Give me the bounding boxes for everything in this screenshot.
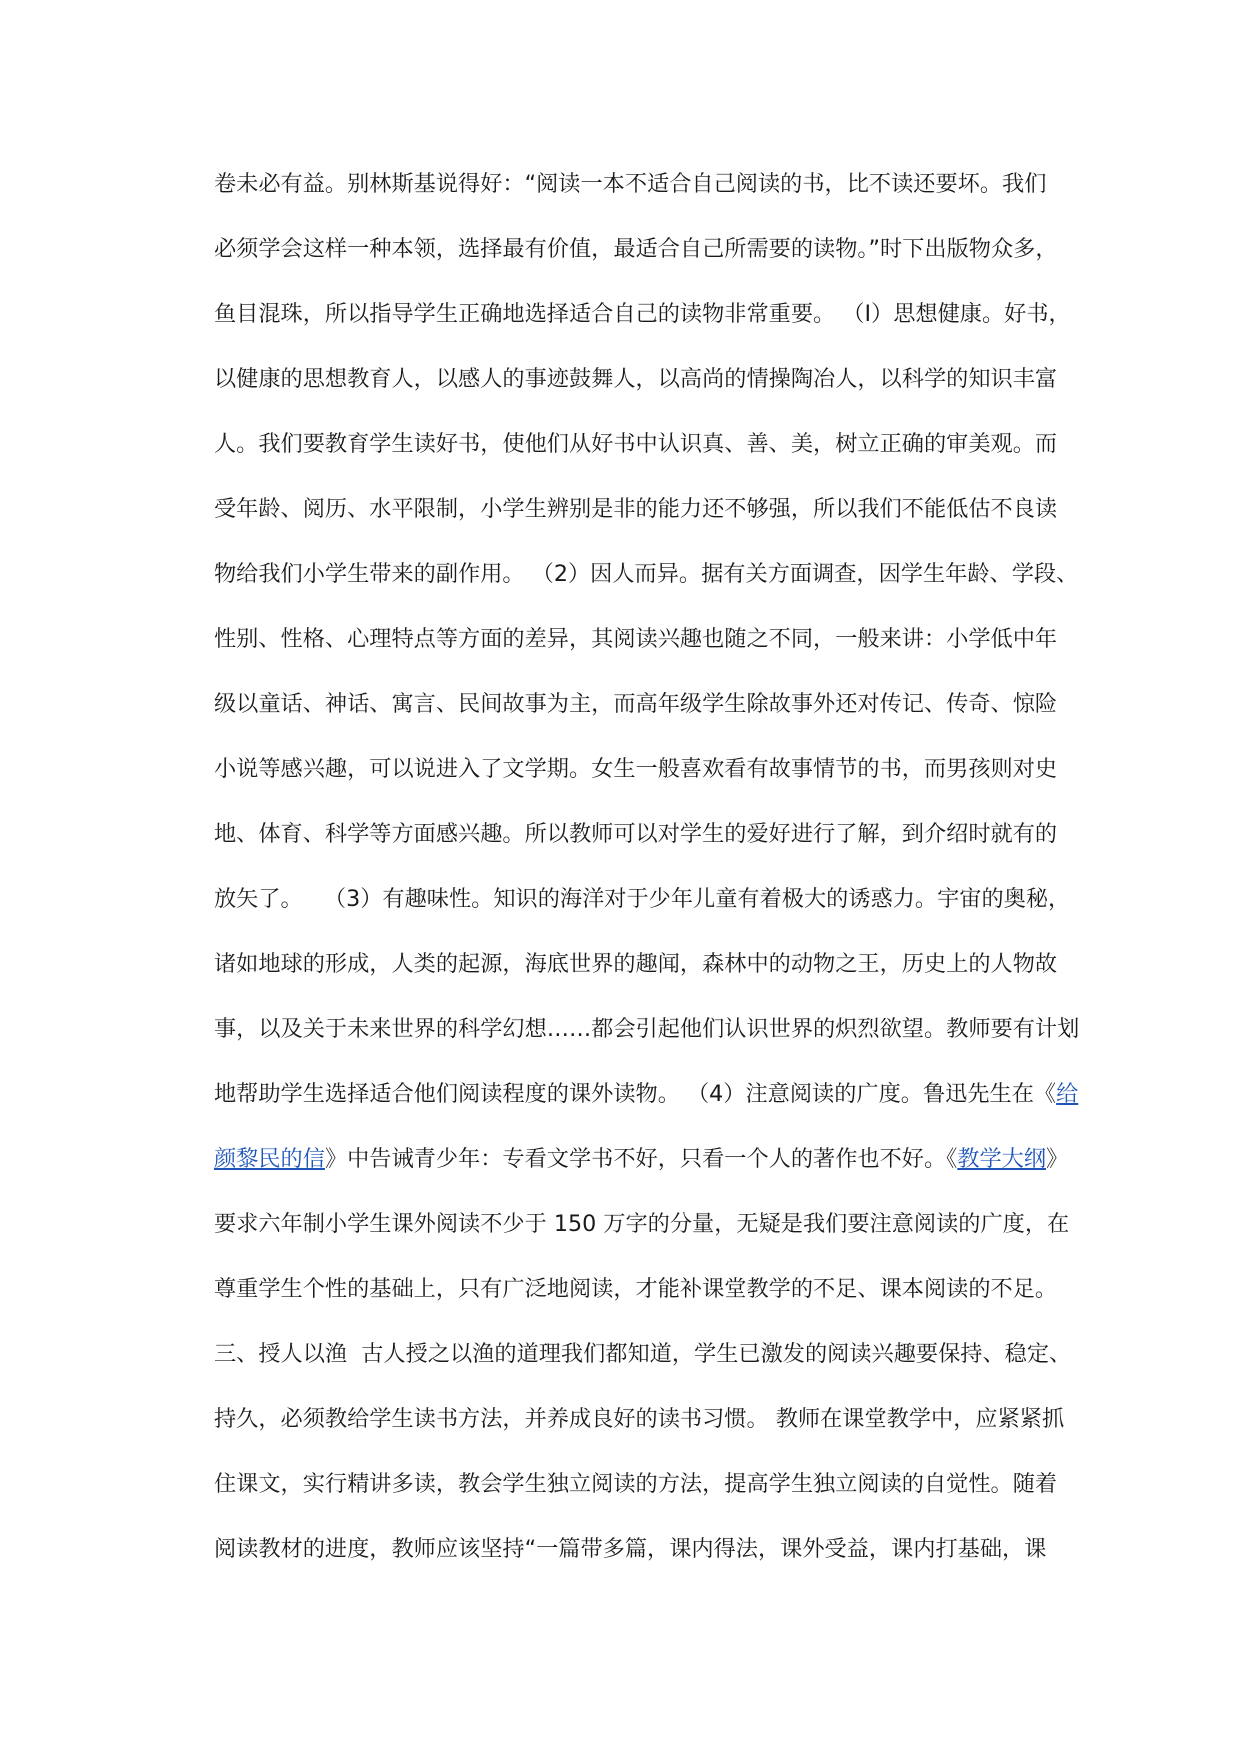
text-segment: 物给我们小学生带来的副作用。 （2）因人而异。据有关方面调查，因学生年龄、学段、 <box>214 561 1079 587</box>
text-line <box>214 1138 1069 1203</box>
text-segment: 要求六年制小学生课外阅读不少于 150 万字的分量，无疑是我们要注意阅读的广度，在 <box>214 1211 1070 1237</box>
hyperlink[interactable]: 给 <box>1056 1081 1079 1107</box>
text-line <box>214 943 1064 1008</box>
text-segment: 地帮助学生选择适合他们阅读程度的课外读物。 （4）注意阅读的广度。鲁迅先生在《 <box>214 1081 1057 1107</box>
text-segment: 鱼目混珠，所以指导学生正确地选择适合自己的读物非常重要。 （I）思想健康。好书， <box>214 301 1071 327</box>
text-segment: 三、授人以渔 古人授之以渔的道理我们都知道，学生已激发的阅读兴趣要保持、稳定、 <box>214 1341 1072 1367</box>
text-segment: 放矢了。 （3）有趣味性。知识的海洋对于少年儿童有着极大的诱惑力。宇宙的奥秘， <box>214 886 1071 912</box>
text-segment: 》 <box>1046 1146 1069 1172</box>
text-segment: 人。我们要教育学生读好书，使他们从好书中认识真、善、美，树立正确的审美观。而 <box>214 431 1058 457</box>
text-segment: 卷未必有益。别林斯基说得好：“阅读一本不适合自己阅读的书，比不读还要坏。我们 <box>214 171 1047 197</box>
text-line <box>214 813 1064 878</box>
text-line <box>214 358 1064 423</box>
text-line <box>214 1398 1064 1463</box>
text-line <box>214 878 1071 943</box>
text-segment: 诸如地球的形成，人类的起源，海底世界的趣闻，森林中的动物之王，历史上的人物故 <box>214 951 1058 977</box>
text-segment: 尊重学生个性的基础上，只有广泛地阅读，才能补课堂教学的不足、课本阅读的不足。 <box>214 1276 1058 1302</box>
text-segment: 以健康的思想教育人，以感人的事迹鼓舞人，以高尚的情操陶冶人，以科学的知识丰富 <box>214 366 1058 392</box>
text-segment: 》中告诫青少年：专看文学书不好，只看一个人的著作也不好。《 <box>324 1146 958 1172</box>
text-segment: 持久，必须教给学生读书方法，并养成良好的读书习惯。 教师在课堂教学中，应紧紧抓 <box>214 1406 1065 1432</box>
text-line <box>214 618 1064 683</box>
text-segment: 阅读教材的进度，教师应该坚持“一篇带多篇，课内得法，课外受益，课内打基础，课 <box>214 1536 1047 1562</box>
text-segment: 性别、性格、心理特点等方面的差异，其阅读兴趣也随之不同，一般来讲：小学低中年 <box>214 626 1058 652</box>
hyperlink[interactable]: 教学大纲 <box>957 1146 1047 1172</box>
text-line <box>214 293 1071 358</box>
text-line <box>214 1333 1072 1398</box>
text-segment: 住课文，实行精讲多读，教会学生独立阅读的方法，提高学生独立阅读的自觉性。随着 <box>214 1471 1058 1497</box>
text-line <box>214 683 1064 748</box>
text-line <box>214 423 1064 488</box>
text-segment: 地、体育、科学等方面感兴趣。所以教师可以对学生的爱好进行了解，到介绍时就有的 <box>214 821 1058 847</box>
text-line <box>214 1268 1064 1333</box>
text-line <box>214 228 1064 293</box>
hyperlink[interactable]: 颜黎民的信 <box>214 1146 325 1172</box>
text-line <box>214 488 1064 553</box>
text-segment: 事，以及关于未来世界的科学幻想……都会引起他们认识世界的炽烈欲望。教师要有计划 <box>214 1016 1080 1042</box>
text-segment: 级以童话、神话、寓言、民间故事为主，而高年级学生除故事外还对传记、传奇、惊险 <box>214 691 1058 717</box>
text-line <box>214 1008 1080 1073</box>
text-line <box>214 1073 1079 1138</box>
text-line <box>214 553 1079 618</box>
text-line <box>214 163 1064 228</box>
text-line <box>214 748 1064 813</box>
text-segment: 受年龄、阅历、水平限制，小学生辨别是非的能力还不够强，所以我们不能低估不良读 <box>214 496 1058 522</box>
body-text <box>214 163 1080 1593</box>
text-segment: 小说等感兴趣，可以说进入了文学期。女生一般喜欢看有故事情节的书，而男孩则对史 <box>214 756 1058 782</box>
text-segment: 必须学会这样一种本领，选择最有价值，最适合自己所需要的读物。”时下出版物众多， <box>214 236 1058 262</box>
text-line <box>214 1203 1070 1268</box>
text-line <box>214 1528 1064 1593</box>
text-line <box>214 1463 1064 1528</box>
